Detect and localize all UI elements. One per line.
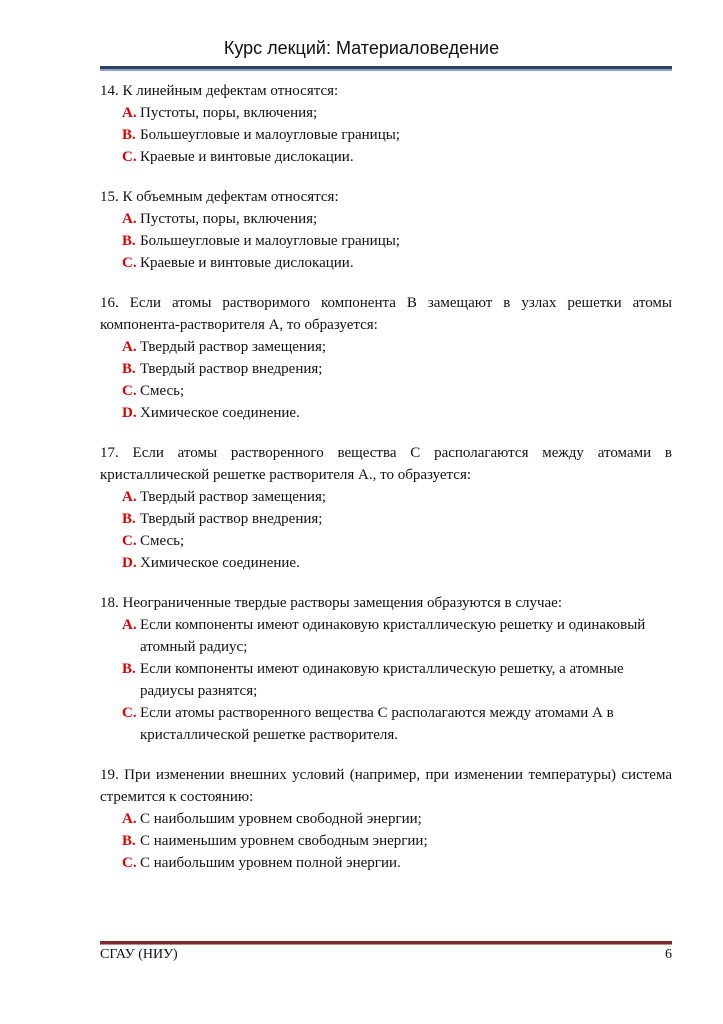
question-14 bbox=[100, 80, 672, 168]
option-letter: A. bbox=[122, 211, 137, 227]
option-text: Пустоты, поры, включения; bbox=[140, 211, 318, 227]
answer-option bbox=[122, 124, 672, 146]
answer-option bbox=[122, 380, 672, 402]
option-letter: B. bbox=[122, 233, 136, 249]
option-text: Твердый раствор замещения; bbox=[140, 489, 327, 505]
question-text: 17. Если атомы растворенного вещества С располагаются между атомами в кристаллической решетке растворителя А., то образуется: bbox=[100, 445, 672, 483]
option-letter: C. bbox=[122, 855, 137, 871]
option-text: Если компоненты имеют одинаковую кристаллическую решетку, а атомные радиусы разнятся; bbox=[140, 661, 624, 699]
option-text: Смесь; bbox=[140, 533, 185, 549]
page-number: 6 bbox=[665, 947, 672, 962]
option-text: Если компоненты имеют одинаковую кристаллическую решетку и одинаковый атомный радиус; bbox=[140, 617, 646, 655]
answer-option bbox=[122, 552, 672, 574]
answer-option bbox=[122, 208, 672, 230]
question-18 bbox=[100, 592, 672, 746]
questions-list bbox=[100, 80, 672, 892]
option-letter: D. bbox=[122, 405, 137, 421]
answer-option bbox=[122, 336, 672, 358]
answer-option bbox=[122, 830, 672, 852]
answer-option bbox=[122, 658, 672, 702]
option-letter: B. bbox=[122, 127, 136, 143]
answer-options bbox=[122, 336, 672, 424]
option-letter: A. bbox=[122, 617, 137, 633]
answer-option bbox=[122, 102, 672, 124]
option-text: С наибольшим уровнем свободной энергии; bbox=[140, 811, 422, 827]
answer-option bbox=[122, 358, 672, 380]
option-letter: A. bbox=[122, 489, 137, 505]
answer-option bbox=[122, 808, 672, 830]
page-header-title: Курс лекций: Материаловедение bbox=[223, 38, 500, 58]
answer-option bbox=[122, 614, 672, 658]
answer-option bbox=[122, 530, 672, 552]
option-letter: C. bbox=[122, 533, 137, 549]
option-text: Твердый раствор внедрения; bbox=[140, 361, 323, 377]
answer-option bbox=[122, 508, 672, 530]
option-text: С наименьшим уровнем свободным энергии; bbox=[140, 833, 428, 849]
option-text: Смесь; bbox=[140, 383, 185, 399]
option-text: Твердый раствор замещения; bbox=[140, 339, 327, 355]
answer-option bbox=[122, 702, 672, 746]
option-text: Химическое соединение. bbox=[140, 555, 300, 571]
option-letter: C. bbox=[122, 255, 137, 271]
answer-options bbox=[122, 102, 672, 168]
question-text: 15. К объемным дефектам относятся: bbox=[100, 189, 339, 205]
option-letter: A. bbox=[122, 105, 137, 121]
answer-options bbox=[122, 614, 672, 746]
option-letter: B. bbox=[122, 511, 136, 527]
question-16 bbox=[100, 292, 672, 424]
question-15 bbox=[100, 186, 672, 274]
footer-institution: СГАУ (НИУ) bbox=[100, 947, 178, 962]
question-text: 16. Если атомы растворимого компонента В замещают в узлах решетки атомы компонента-растворителя А, то образуется: bbox=[100, 295, 672, 333]
option-text: Пустоты, поры, включения; bbox=[140, 105, 318, 121]
option-letter: B. bbox=[122, 361, 136, 377]
option-letter: A. bbox=[122, 811, 137, 827]
question-19 bbox=[100, 764, 672, 874]
option-letter: B. bbox=[122, 661, 136, 677]
option-letter: D. bbox=[122, 555, 137, 571]
option-text: Твердый раствор внедрения; bbox=[140, 511, 323, 527]
option-letter: C. bbox=[122, 383, 137, 399]
option-text: Большеугловые и малоугловые границы; bbox=[140, 127, 400, 143]
option-text: Краевые и винтовые дислокации. bbox=[140, 149, 354, 165]
answer-options bbox=[122, 208, 672, 274]
option-letter: B. bbox=[122, 833, 136, 849]
option-text: Химическое соединение. bbox=[140, 405, 300, 421]
question-text: 14. К линейным дефектам относятся: bbox=[100, 83, 339, 99]
option-text: С наибольшим уровнем полной энергии. bbox=[140, 855, 401, 871]
question-text: 19. При изменении внешних условий (например, при изменении температуры) система стремится к состоянию: bbox=[100, 767, 672, 805]
option-text: Большеугловые и малоугловые границы; bbox=[140, 233, 400, 249]
option-text: Краевые и винтовые дислокации. bbox=[140, 255, 354, 271]
option-letter: A. bbox=[122, 339, 137, 355]
answer-option bbox=[122, 252, 672, 274]
option-text: Если атомы растворенного вещества С располагаются между атомами А в кристаллической решетке растворителя. bbox=[140, 705, 614, 743]
footer-rule-accent bbox=[100, 944, 672, 945]
answer-option bbox=[122, 402, 672, 424]
header-rule-accent bbox=[100, 69, 672, 71]
question-text: 18. Неограниченные твердые растворы замещения образуются в случае: bbox=[100, 595, 563, 611]
option-letter: C. bbox=[122, 149, 137, 165]
answer-option bbox=[122, 486, 672, 508]
answer-option bbox=[122, 230, 672, 252]
answer-options bbox=[122, 808, 672, 874]
answer-options bbox=[122, 486, 672, 574]
answer-option bbox=[122, 852, 672, 874]
option-letter: C. bbox=[122, 705, 137, 721]
question-17 bbox=[100, 442, 672, 574]
answer-option bbox=[122, 146, 672, 168]
